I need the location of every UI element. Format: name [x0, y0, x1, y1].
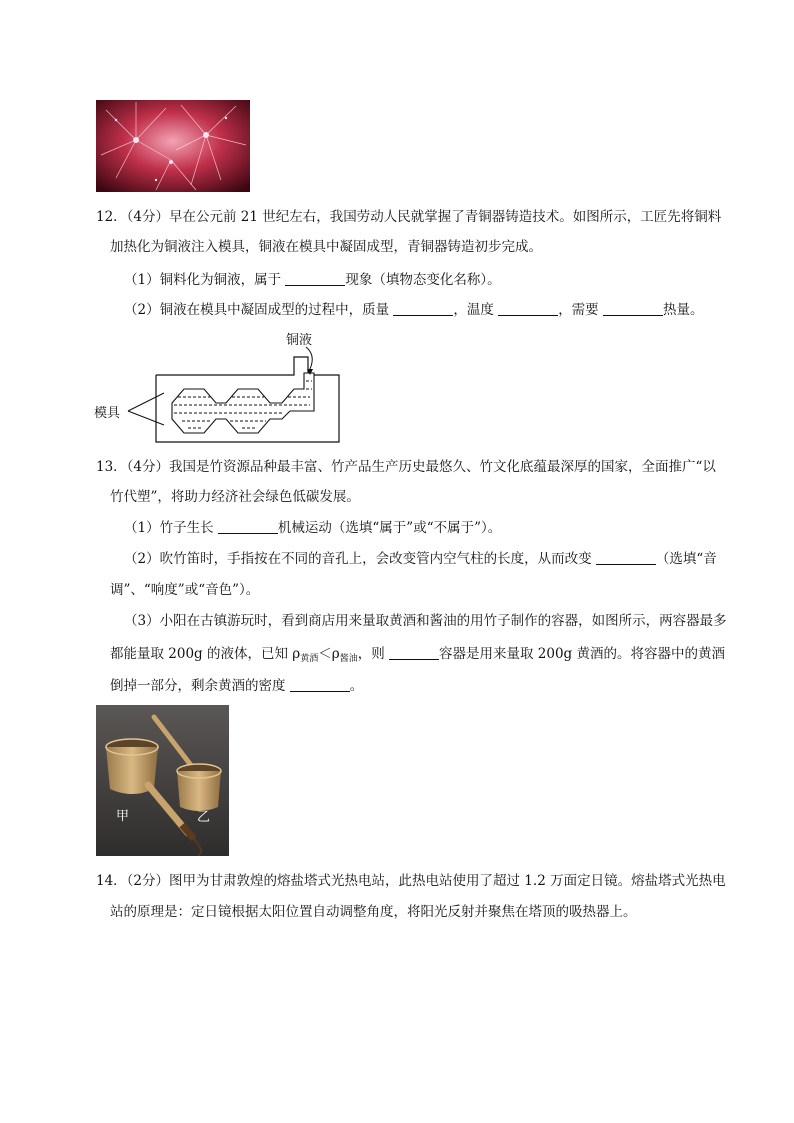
label-mold: 模具	[94, 406, 121, 421]
q13-part3-c: ，则	[357, 646, 385, 662]
fireworks-photo	[96, 100, 250, 192]
q13-part3-line1: （3）小阳在古镇游玩时，看到商店用来量取黄酒和酱油的用竹子制作的容器，如图所示，两容器最多	[124, 613, 727, 629]
q12-part2-a: （2）铜液在模具中凝固成型的过程中，质量	[124, 302, 390, 318]
bamboo-containers-image	[96, 705, 229, 856]
q13-part3-line3	[110, 676, 363, 696]
q12-part2-b: ，温度	[453, 302, 494, 318]
q14-continuation: 站的原理是：定日镜根据太阳位置自动调整角度，将阳光反射并聚焦在塔顶的吸热器上。	[110, 904, 637, 920]
mold-drawing	[94, 325, 364, 445]
q13-part1	[124, 518, 501, 538]
q13-part3-line2	[110, 644, 725, 669]
q13-blank-2[interactable]	[596, 550, 656, 565]
q12-part1-suffix: 现象（填物态变化名称）。	[345, 272, 501, 288]
q13-part3-e: 倒掉一部分，剩余黄酒的密度	[110, 678, 286, 694]
q12-blank-3[interactable]	[498, 301, 558, 316]
q12-part2-d: 热量。	[662, 302, 704, 318]
q12-part2-c: ，需要	[558, 302, 599, 318]
bamboo-containers-photo	[96, 705, 229, 856]
q13-part3-f: 。	[349, 678, 364, 694]
q13-part3-d: 容器是用来量取 200g 黄酒的。将容器中的黄酒	[439, 646, 725, 662]
q14-header: 14．（2分）图甲为甘肃敦煌的熔盐塔式光热电站，此热电站使用了超过 1.2 万面定日镜。熔盐塔式光热电	[96, 873, 726, 889]
q13-part3-b: ＜ρ	[318, 646, 340, 662]
q12-header: 12．（4分）早在公元前 21 世纪左右，我国劳动人民就掌握了青铜器铸造技术。如图所示，工匠先将铜料	[96, 209, 722, 225]
fireworks-image	[96, 100, 250, 192]
label-container-jia: 甲	[116, 809, 130, 824]
q13-part2	[124, 549, 717, 569]
q12-blank-2[interactable]	[393, 301, 453, 316]
q13-part1-suffix: 机械运动（选填“属于”或“不属于”）。	[277, 520, 502, 536]
q13-rho-sub-jiangyou: 酱油	[339, 654, 358, 664]
q12-part2	[124, 300, 703, 320]
q13-part2-prefix: （2）吹竹笛时，手指按在不同的音孔上，会改变管内空气柱的长度，从而改变	[124, 551, 592, 567]
q13-blank-3[interactable]	[389, 645, 439, 660]
label-copper-liquid: 铜液	[286, 333, 313, 348]
mold-diagram	[94, 325, 364, 445]
label-container-yi: 乙	[197, 810, 211, 825]
q13-part2-continuation: 调”、“响度”或“音色”）。	[110, 582, 260, 598]
q12-blank-1[interactable]	[285, 271, 345, 286]
q12-part1-prefix: （1）铜料化为铜液，属于	[124, 272, 282, 288]
q12-blank-4[interactable]	[603, 301, 663, 316]
q13-blank-4[interactable]	[290, 677, 350, 692]
q13-part3-a: 都能量取 200g 的液体，已知 ρ	[110, 646, 301, 662]
q13-rho-sub-huangjiu: 黄酒	[300, 654, 319, 664]
q12-continuation: 加热化为铜液注入模具，铜液在模具中凝固成型，青铜器铸造初步完成。	[110, 239, 542, 255]
q13-part2-suffix: （选填“音	[655, 551, 717, 567]
q12-part1	[124, 270, 501, 290]
q13-continuation: 竹代塑”，将助力经济社会绿色低碳发展。	[110, 489, 360, 505]
q13-part1-prefix: （1）竹子生长	[124, 520, 214, 536]
q13-header: 13．（4分）我国是竹资源品种最丰富、竹产品生产历史最悠久、竹文化底蕴最深厚的国家，全面推广“以	[96, 459, 716, 475]
q13-blank-1[interactable]	[218, 519, 278, 534]
